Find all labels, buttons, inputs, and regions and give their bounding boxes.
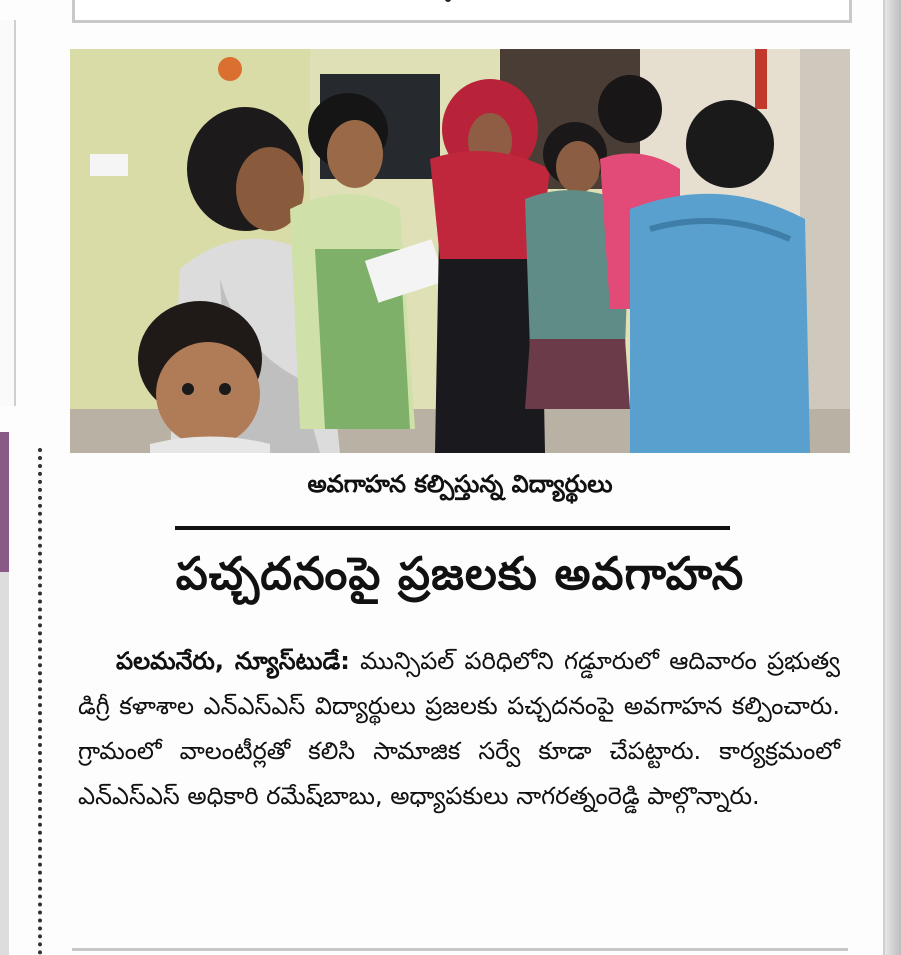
adjacent-column-box: [0, 20, 16, 406]
news-photo: [70, 49, 850, 453]
adjacent-column-accent: [0, 432, 9, 572]
page-edge-shadow: [885, 0, 901, 955]
caption-underline: [175, 526, 730, 530]
previous-article-text-fragment: [445, 0, 451, 2]
column-dotted-rule: [38, 448, 42, 955]
article-body-text: మున్సిపల్ పరిధిలోని గడ్డూరులో ఆదివారం ప్రభుత్వ డిగ్రీ కళాశాల ఎన్‌ఎస్‌ఎస్ విద్యార్థులు ప్రజలకు పచ్చదనంపై అవగాహన కల్పించారు. గ్రామంలో వాలంటీర్లతో కలిసి సామాజిక సర్వే కూడా చేపట్టారు. కార్యక్రమంలో ఎన్‌ఎస్‌ఎస్ అధికారి రమేష్‌బాబు, అధ్యాపకులు నాగరత్నంరెడ్డి పాల్గొన్నారు.: [78, 647, 840, 810]
article-headline: పచ్చదనంపై ప్రజలకు అవగాహన: [175, 547, 745, 600]
previous-article-box: [72, 0, 852, 23]
adjacent-column-edge: [0, 572, 9, 955]
article-bottom-rule: [72, 948, 848, 951]
photo-caption: అవగాహన కల్పిస్తున్న విద్యార్థులు: [307, 470, 613, 498]
article-dateline: పలమనేరు, న్యూస్‌టుడే:: [116, 647, 350, 675]
article-body: [78, 639, 840, 819]
